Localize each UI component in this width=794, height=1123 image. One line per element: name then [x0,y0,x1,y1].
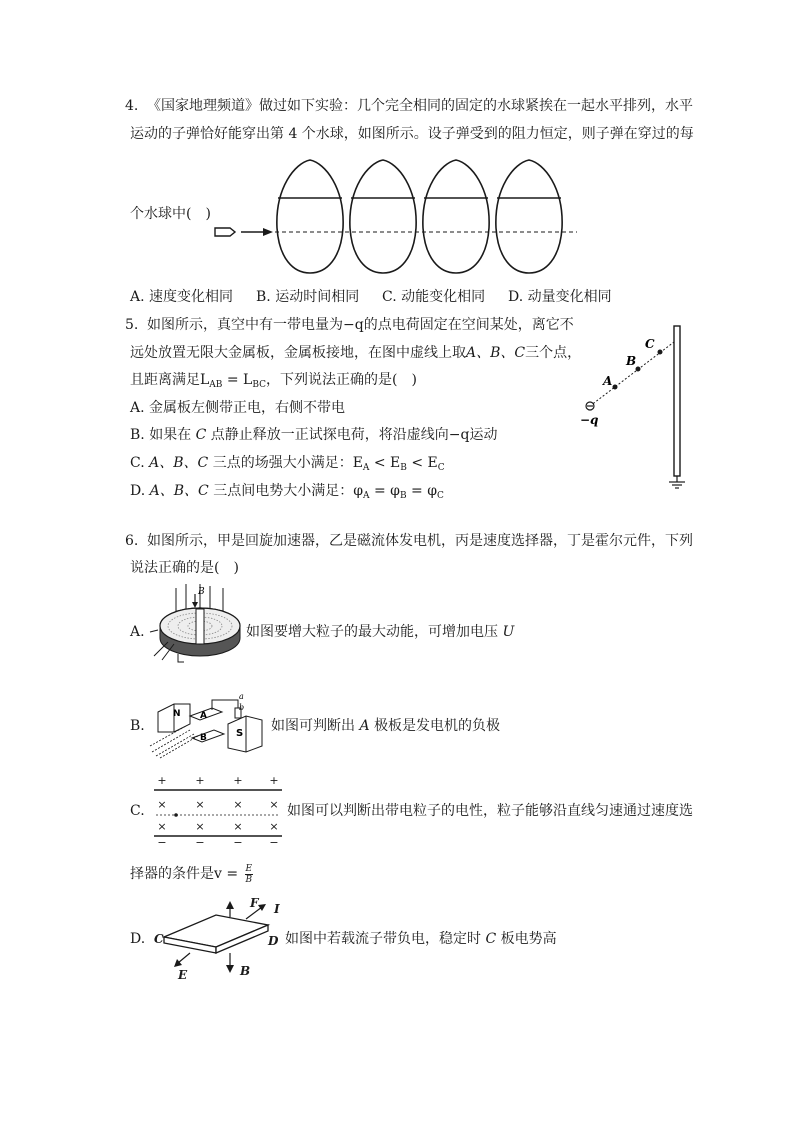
q5-option-d: D. A、B、C 三点间电势大小满足：$\varphi_A = \varphi_B = \varphi_C$ [130,483,444,501]
q4-option-d: D. 动量变化相同 [508,289,612,305]
cross-7: × [233,820,243,833]
minus-2: − [195,836,205,849]
q4-line1: 《国家地理频道》做过如下实验：几个完全相同的固定的水球紧挨在一起水平排列，水平 [147,98,693,114]
mhd-label-term-a: a [239,692,244,701]
q6-option-b-text: 如图可判断出 A 极板是发电机的负极 [271,718,501,734]
cyclotron-label-b: B [198,587,205,597]
q5-line2: 远处放置无限大金属板，金属板接地，在图中虚线上取A、B、C三个点， [130,345,582,361]
plus-4: + [269,774,279,787]
plus-2: + [195,774,205,787]
q6-option-a-label: A. [130,624,145,640]
hall-element-figure [150,895,285,985]
q4-option-a: A. 速度变化相同 [130,289,234,305]
q5-line1: 如图所示，真空中有一带电量为−q的点电荷固定在空间某处，离它不 [147,317,574,333]
minus-1: − [157,836,167,849]
q5-line3: 且距离满足$L_{AB} = L_{BC}$，下列说法正确的是( ) [130,372,417,390]
e-over-b-fraction: $\frac{E}{B}$ [245,863,253,885]
water-balls-figure [205,158,585,278]
q5-option-a: A. 金属板左侧带正电，右侧不带电 [130,400,346,416]
q5-number: 5. [125,317,139,333]
fig-label-a: A [603,374,613,388]
hall-label-f: F [250,896,259,910]
q6-option-d-text: 如图中若载流子带负电，稳定时 C 板电势高 [285,931,557,947]
cross-6: × [195,820,205,833]
q6-line2: 说法正确的是( ) [130,560,239,576]
q6-option-b-label: B. [130,718,145,734]
fig-label-charge: −q [580,413,599,427]
q4-number: 4. [125,98,139,114]
mhd-label-n: N [173,709,181,719]
cross-3: × [233,798,243,811]
fig-label-b: B [626,354,637,368]
minus-4: − [269,836,279,849]
hall-label-c: C [154,932,164,946]
q6-number: 6. [125,533,139,549]
q6-line1: 如图所示，甲是回旋加速器，乙是磁流体发电机，丙是速度选择器，丁是霍尔元件，下列 [147,533,693,549]
hall-label-e: E [178,968,188,982]
q6-option-c-text: 如图可以判断出带电粒子的电性，粒子能够沿直线匀速通过速度选 [287,803,693,819]
plus-3: + [233,774,243,787]
hall-label-b: B [240,964,251,978]
cross-4: × [269,798,279,811]
cyclotron-figure [148,582,243,670]
q5-option-c: C. A、B、C 三点的场强大小满足：$E_A < E_B < E_C$ [130,455,445,473]
q6-option-c-text-2: 择器的条件是v = $\frac{E}{B}$ [130,863,253,885]
q6-option-a-text: 如图要增大粒子的最大动能，可增加电压 U [246,624,515,640]
hall-label-i: I [274,902,280,916]
cross-2: × [195,798,205,811]
q4-option-b: B. 运动时间相同 [256,289,360,305]
mhd-label-term-b: b [239,703,245,712]
mhd-label-b: B [200,733,207,743]
q5-option-b: B. 如果在 C 点静止释放一正试探电荷，将沿虚线向−q运动 [130,427,498,443]
cross-1: × [157,798,167,811]
plus-1: + [157,774,167,787]
mhd-label-a: A [200,711,207,721]
q6-option-d-label: D. [130,931,146,947]
cross-8: × [269,820,279,833]
fig-label-c: C [645,337,655,351]
mhd-label-s: S [236,728,244,739]
q6-option-c-label: C. [130,803,145,819]
hall-label-d: D [268,934,279,948]
cross-5: × [157,820,167,833]
mhd-generator-figure [150,690,268,760]
q4-line3: 个水球中( ) [130,206,211,222]
velocity-selector-figure [152,774,284,849]
metal-plate-figure [578,322,688,492]
minus-3: − [233,836,243,849]
q4-option-c: C. 动能变化相同 [382,289,486,305]
q4-line2: 运动的子弹恰好能穿出第 4 个水球，如图所示。设子弹受到的阻力恒定，则子弹在穿过的每 [130,126,694,142]
